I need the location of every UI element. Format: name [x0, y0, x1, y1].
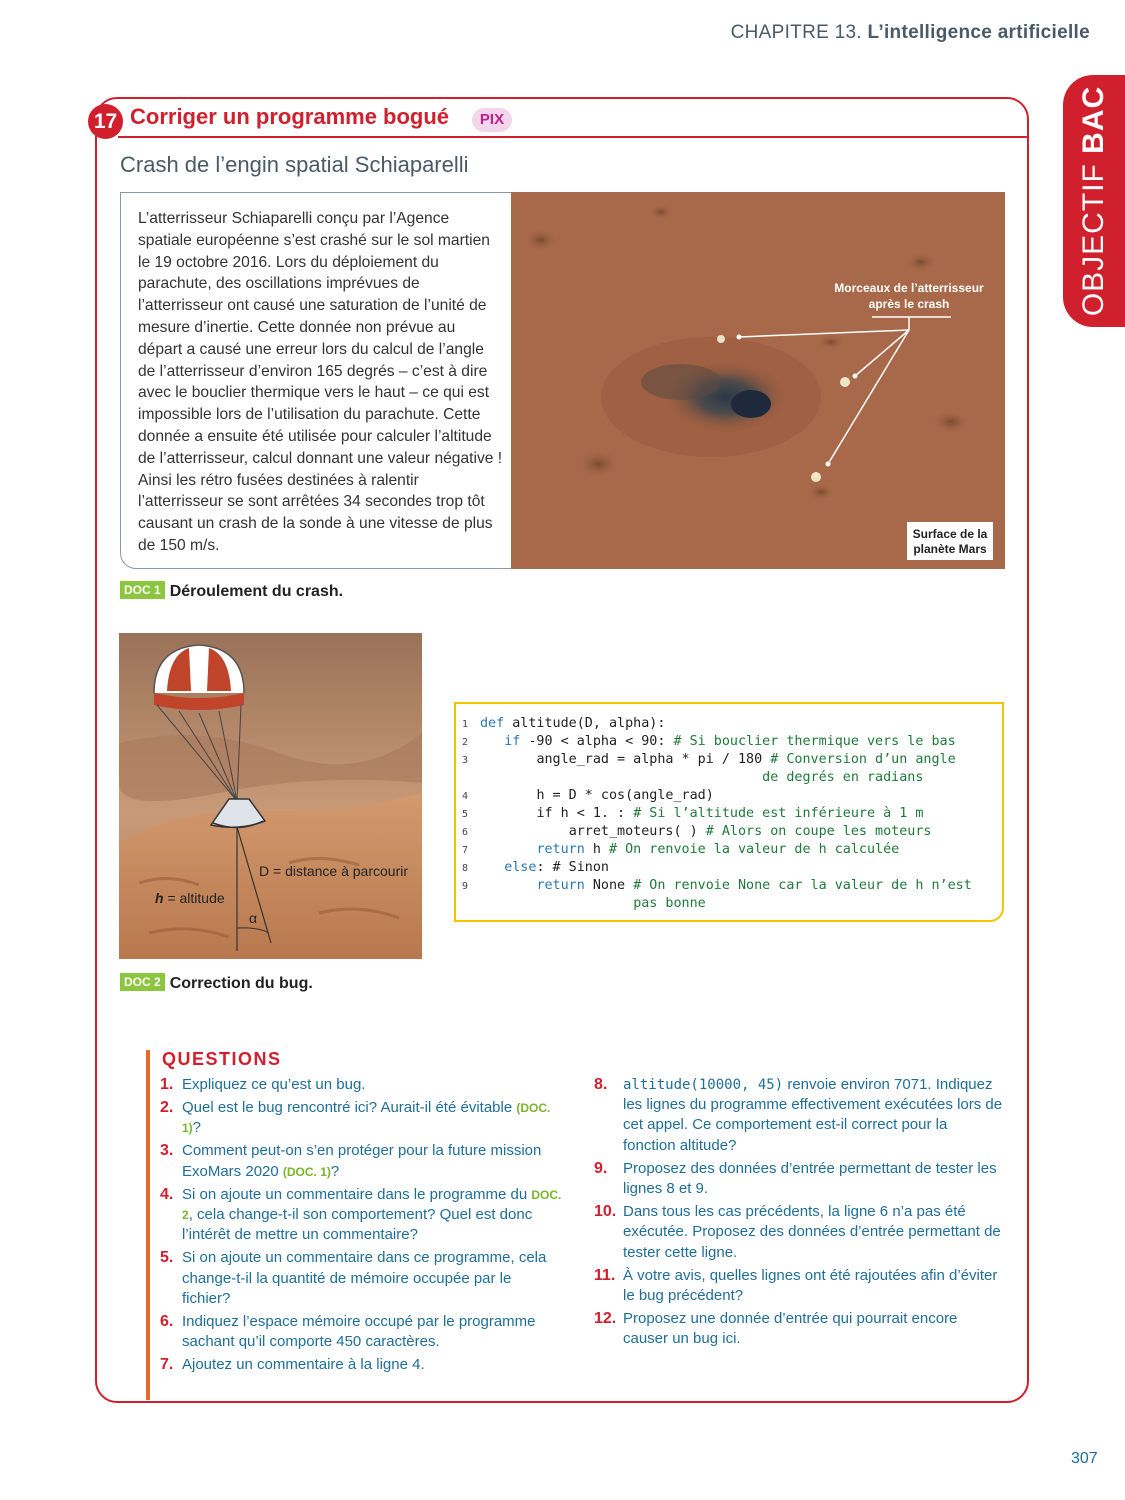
question-number: 3.: [160, 1142, 174, 1160]
question-text: Expliquez ce qu’est un bug.: [182, 1076, 366, 1093]
code-line: [462, 859, 972, 877]
code-line: [462, 805, 972, 823]
photo-label-line2: après le crash: [868, 297, 950, 311]
code-line-number: 2: [462, 737, 469, 748]
code-line: [462, 895, 972, 913]
question-6: [160, 1312, 562, 1352]
chapter-title: L’intelligence artificielle: [867, 22, 1090, 43]
code-line-number: 5: [462, 809, 469, 820]
question-3: [160, 1141, 562, 1181]
code-line-number: 6: [462, 827, 469, 838]
question-number: 10.: [594, 1203, 617, 1221]
question-text: Dans tous les cas précédents, la ligne 6 n’a pas été exécutée. Proposez des données d’entrée permettant de tester cette ligne.: [623, 1203, 1001, 1261]
question-12: [594, 1309, 1003, 1349]
exercise-subtitle: Crash de l’engin spatial Schiaparelli: [120, 152, 469, 177]
questions-bar: [146, 1050, 150, 1400]
question-number: 11.: [594, 1266, 616, 1284]
code-line-number: 4: [462, 791, 469, 802]
code-line: [462, 733, 972, 751]
code-indent: [480, 752, 536, 767]
question-text: Ajoutez un commentaire à la ligne 4.: [182, 1356, 425, 1374]
label-alpha: α: [249, 910, 258, 926]
code-line-number: 7: [462, 845, 469, 856]
pix-badge: PIX: [472, 108, 512, 132]
tab-bold: BAC: [1077, 85, 1110, 154]
question-code: altitude(10000, 45): [623, 1077, 784, 1093]
doc-reference: DOC. 2: [182, 1187, 562, 1223]
doc2-tag: DOC 2: [120, 973, 165, 991]
exercise-title: Corriger un programme bogué: [130, 104, 450, 129]
chapter-number: CHAPITRE 13.: [730, 22, 862, 43]
question-text: Comment peut-on s’en protéger pour la future mission ExoMars 2020: [182, 1142, 542, 1180]
doc2-caption: Correction du bug.: [169, 975, 313, 992]
doc-reference: (DOC. 1): [182, 1101, 551, 1136]
page-number: 307: [1071, 1450, 1098, 1467]
exercise-number: 17: [88, 104, 123, 139]
question-text: Proposez des données d’entrée permettant de tester les lignes 8 et 9.: [623, 1159, 997, 1198]
code-keyword: if: [504, 734, 521, 749]
code-indent: [480, 770, 762, 785]
code-statement: angle_rad = alpha * pi / 180: [536, 752, 771, 767]
code-line: [462, 769, 972, 787]
question-text-end: , cela change-t-il son comportement? Quel est donc l’intérêt de mettre un commentaire?: [182, 1206, 533, 1244]
question-11: [594, 1266, 1003, 1306]
question-number: 4.: [160, 1185, 174, 1203]
code-indent: [480, 824, 569, 839]
code-line: [462, 715, 972, 733]
question-2: [160, 1098, 562, 1138]
question-number: 12.: [594, 1310, 617, 1328]
question-text: Quel est le bug rencontré ici? Aurait-il été évitable: [182, 1099, 517, 1116]
question-text-end: ?: [192, 1119, 202, 1137]
code-line: [462, 751, 972, 769]
question-7: [160, 1355, 562, 1375]
code-keyword: return: [536, 842, 585, 857]
code-statement: arret_moteurs( ): [568, 824, 706, 839]
code-line-number: 3: [462, 755, 469, 766]
question-5: [160, 1248, 562, 1309]
question-number: 2.: [160, 1099, 174, 1116]
code-statement: None: [584, 878, 634, 893]
code-comment: # Conversion d’un angle: [770, 752, 956, 767]
doc1-text: L’atterrisseur Schiaparelli conçu par l’Agence spatiale européenne s’est crashé sur le sol martien le 19 octobre 2016. Lors du déploiement du parachute, des oscillations imprévues de l’atterrisseur ont causé une saturation de l’unité de mesure d’inertie. Cette donnée non prévue au départ a causé une erreur lors du calcul de l’angle de l’atterrisseur d’environ 165 degrés – c’est à dire avec le bouclier thermique vers le haut – ce qui est impossible lors de l’utilisation du parachute. Cette donnée a ensuite été utilisée pour calculer l’altitude de l’atterrisseur, calcul donnant une valeur négative ! Ainsi les rétro fusées destinées à ralentir l’atterrisseur se sont arrêtées 34 secondes trop tôt causant un crash de la sonde à une vitesse de plus de 150 m/s.: [138, 210, 503, 554]
svg-text:h = altitude: [155, 890, 225, 906]
objectif-bac-tab: [1063, 75, 1125, 327]
question-text: Si on ajoute un commentaire dans le programme du: [182, 1185, 532, 1203]
question-8: [594, 1075, 1003, 1156]
question-number: 6.: [160, 1313, 174, 1331]
surface-label-line2: planète Mars: [913, 542, 987, 556]
question-9: [594, 1159, 1003, 1199]
label-altitude: = altitude: [163, 890, 225, 906]
question-text: À votre avis, quelles lignes ont été rajoutées afin d’éviter le bug précédent?: [623, 1266, 998, 1305]
question-text: renvoie environ 7071. Indiquez les lignes du programme effectivement exécutées lors de cet appel. Ce comportement est-il correct pour la fonction altitude?: [623, 1076, 1003, 1154]
tab-prefix: OBJECTIF: [1077, 163, 1110, 317]
mars-surface-photo: [511, 192, 1005, 569]
code-statement: if h < 1. :: [536, 806, 634, 821]
question-4: [160, 1185, 562, 1246]
code-keyword: else: [504, 860, 537, 875]
question-number: 7.: [160, 1356, 174, 1374]
code-line-number: 1: [462, 719, 469, 730]
surface-label-line1: Surface de la: [912, 527, 988, 541]
code-statement: h: [584, 842, 609, 857]
title-divider: [118, 136, 1029, 138]
code-line: [462, 823, 972, 841]
code-indent: [480, 896, 633, 911]
code-comment: # Si bouclier thermique vers le bas: [673, 734, 956, 749]
questions-left-column: [160, 1075, 562, 1379]
doc2-caption-line: [120, 973, 313, 993]
code-line: [462, 841, 972, 859]
code-statement: : # Sinon: [536, 860, 609, 875]
code-indent: [480, 806, 536, 821]
questions-right-column: [594, 1075, 1003, 1353]
code-statement: h = D * cos(angle_rad): [536, 788, 714, 803]
code-keyword: return: [536, 878, 585, 893]
code-line-number: 9: [462, 881, 469, 892]
code-comment: # On renvoie None car la valeur de h n’est: [633, 878, 972, 893]
code-indent: [480, 734, 504, 749]
question-text: Si on ajoute un commentaire dans ce programme, cela change-t-il la quantité de mémoire occupée par le fichier?: [182, 1249, 547, 1307]
code-indent: [480, 860, 504, 875]
label-distance: D = distance à parcourir: [259, 863, 409, 879]
code-statement: altitude(D, alpha):: [504, 716, 666, 731]
doc1-caption: Déroulement du crash.: [169, 583, 344, 600]
code-line-number: 8: [462, 863, 469, 874]
question-10: [594, 1202, 1003, 1263]
photo-label-line1: Morceaux de l’atterrisseur: [834, 281, 984, 295]
code-keyword: def: [480, 716, 505, 731]
code-comment: de degrés en radians: [762, 770, 924, 785]
doc1-tag: DOC 1: [120, 581, 165, 599]
parachute-illustration: [119, 633, 422, 959]
question-text: Indiquez l’espace mémoire occupé par le programme sachant qu’il comporte 450 caractères.: [182, 1313, 536, 1351]
code-indent: [480, 788, 536, 803]
question-number: 9.: [594, 1159, 608, 1177]
code-indent: [480, 842, 536, 857]
code-comment: # Alors on coupe les moteurs: [705, 824, 932, 839]
question-number: 5.: [160, 1249, 174, 1267]
code-comment: # On renvoie la valeur de h calculée: [609, 842, 900, 857]
code-listing: [462, 715, 972, 913]
code-comment: # Si l’altitude est inférieure à 1 m: [633, 806, 924, 821]
code-statement: -90 < alpha < 90:: [520, 734, 674, 749]
doc1-caption-line: [120, 581, 343, 601]
code-line: [462, 877, 972, 895]
questions-heading: QUESTIONS: [162, 1049, 282, 1069]
code-comment: pas bonne: [633, 896, 706, 911]
label-h: h: [155, 890, 164, 906]
question-number: 1.: [160, 1076, 174, 1093]
question-1: [160, 1075, 562, 1095]
doc-reference: (DOC. 1): [282, 1164, 331, 1179]
code-line: [462, 787, 972, 805]
code-indent: [480, 878, 536, 893]
question-text: Proposez une donnée d’entrée qui pourrait encore causer un bug ici.: [623, 1310, 958, 1348]
chapter-header: [731, 22, 1090, 44]
question-number: 8.: [594, 1076, 608, 1093]
question-text-end: ?: [330, 1162, 340, 1180]
